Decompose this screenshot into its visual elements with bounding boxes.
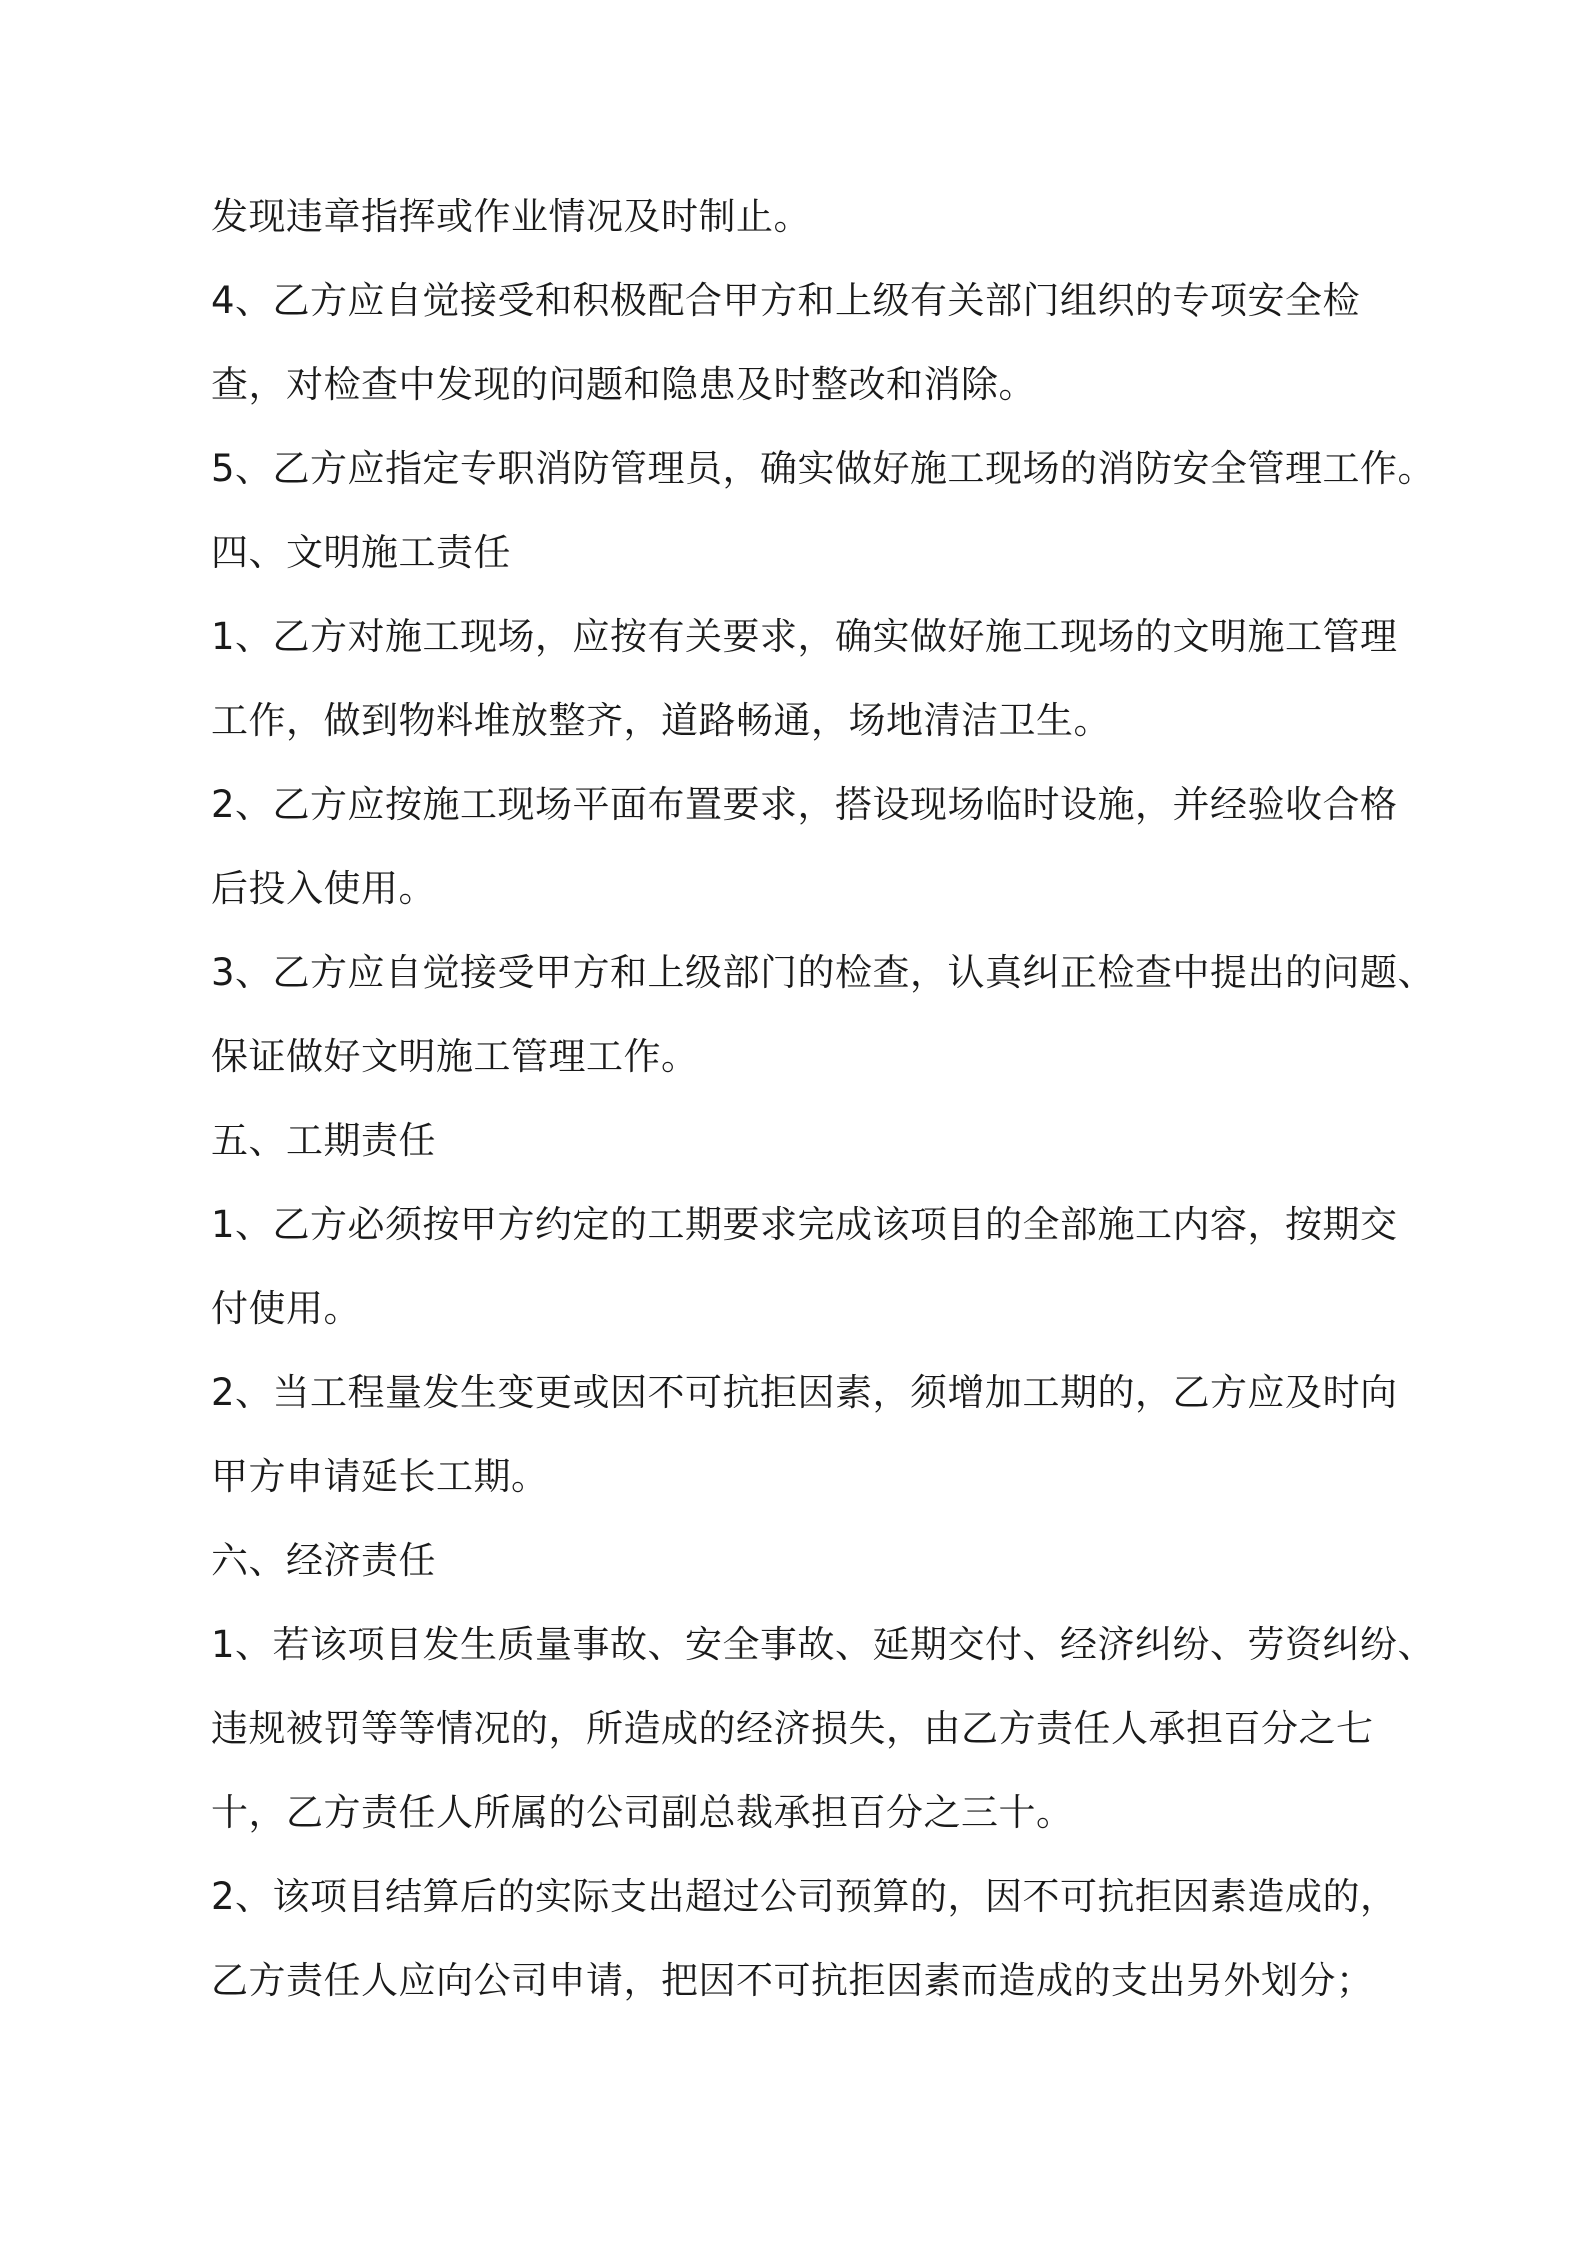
- paragraph: [211, 280, 1391, 405]
- text-line: 保证做好文明施工管理工作。: [211, 1035, 699, 1078]
- paragraph: [211, 783, 1398, 910]
- paragraph: [211, 1371, 1398, 1498]
- text-line: 甲方申请延长工期。: [211, 1455, 549, 1498]
- text-line: 5、乙方应指定专职消防管理员，确实做好施工现场的消防安全管理工作。: [211, 447, 1436, 490]
- text-line: 工作，做到物料堆放整齐，道路畅通，场地清洁卫生。: [211, 699, 1111, 742]
- text-line: 十，乙方责任人所属的公司副总裁承担百分之三十。: [211, 1791, 1074, 1834]
- paragraph: [211, 532, 1391, 573]
- paragraph: [211, 1203, 1398, 1330]
- text-line: 乙方责任人应向公司申请，把因不可抗拒因素而造成的支出另外划分；: [211, 1959, 1374, 2002]
- text-line: 发现违章指挥或作业情况及时制止。: [211, 195, 811, 238]
- paragraph: [211, 1623, 1436, 1834]
- paragraph: [211, 1120, 1391, 1161]
- text-line: 1、乙方必须按甲方约定的工期要求完成该项目的全部施工内容，按期交: [211, 1203, 1398, 1246]
- text-line: 3、乙方应自觉接受甲方和上级部门的检查，认真纠正检查中提出的问题、: [211, 951, 1436, 994]
- text-line: 付使用。: [211, 1287, 361, 1330]
- text-line: 查，对检查中发现的问题和隐患及时整改和消除。: [211, 363, 1036, 406]
- paragraph: [211, 447, 1436, 490]
- text-line: 2、该项目结算后的实际支出超过公司预算的，因不可抗拒因素造成的，: [211, 1875, 1398, 1918]
- paragraph: [211, 196, 1391, 237]
- text-line: 后投入使用。: [211, 867, 436, 910]
- text-line: 四、文明施工责任: [211, 531, 511, 574]
- paragraph: [211, 615, 1398, 742]
- text-line: 2、乙方应按施工现场平面布置要求，搭设现场临时设施，并经验收合格: [211, 783, 1398, 826]
- paragraph: [211, 951, 1436, 1078]
- text-line: 4、乙方应自觉接受和积极配合甲方和上级有关部门组织的专项安全检: [211, 279, 1361, 322]
- document-body: [211, 195, 1436, 2044]
- text-line: 违规被罚等等情况的，所造成的经济损失，由乙方责任人承担百分之七: [211, 1707, 1374, 1750]
- text-line: 五、工期责任: [211, 1119, 436, 1162]
- text-line: 1、若该项目发生质量事故、安全事故、延期交付、经济纠纷、劳资纠纷、: [211, 1623, 1436, 1666]
- text-line: 1、乙方对施工现场，应按有关要求，确实做好施工现场的文明施工管理: [211, 615, 1398, 658]
- paragraph: [211, 1540, 1391, 1581]
- paragraph: [211, 1875, 1398, 2002]
- text-line: 2、当工程量发生变更或因不可抗拒因素，须增加工期的，乙方应及时向: [211, 1371, 1398, 1414]
- text-line: 六、经济责任: [211, 1539, 436, 1582]
